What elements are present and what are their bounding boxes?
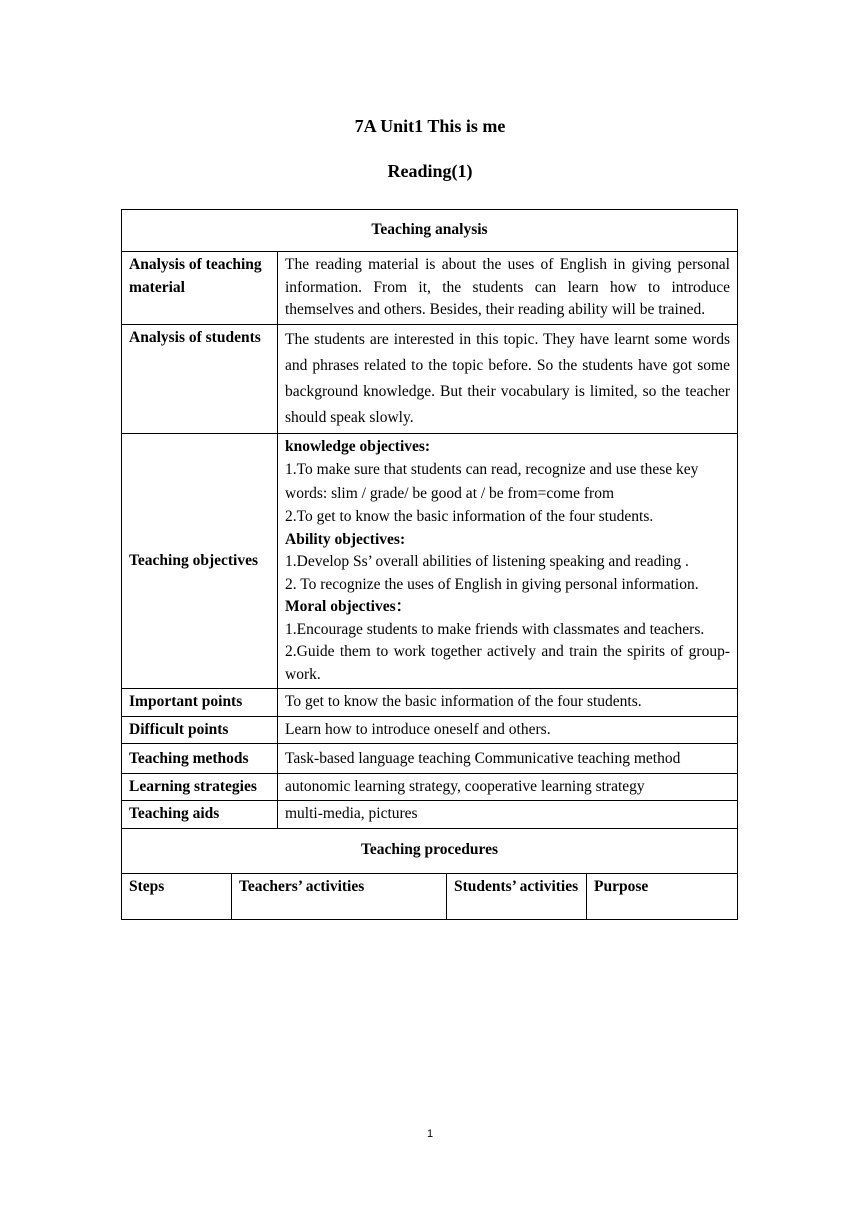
- ability-objective-1: 1.Develop Ss’ overall abilities of listening speaking and reading .: [285, 553, 689, 570]
- students-label: Analysis of students: [122, 324, 278, 433]
- col-students-activities: Students’ activities: [447, 873, 587, 919]
- important-label: Important points: [122, 689, 278, 717]
- objectives-cell: [278, 433, 738, 689]
- moral-objectives-heading: Moral objectives：: [285, 598, 412, 615]
- ability-objectives-heading: Ability objectives:: [285, 530, 406, 548]
- knowledge-objective-2: 2.To get to know the basic information of the four students.: [285, 508, 654, 525]
- table-row: [122, 433, 738, 689]
- teaching-procedures-heading: Teaching procedures: [122, 828, 738, 873]
- moral-objective-1: 1.Encourage students to make friends with classmates and teachers.: [285, 620, 705, 638]
- col-steps: Steps: [122, 873, 232, 919]
- document-title: 7A Unit1 This is me: [354, 116, 506, 136]
- ability-objective-2: 2. To recognize the uses of English in giving personal information.: [285, 575, 699, 593]
- procedures-heading-row: [122, 828, 738, 873]
- objectives-label: Teaching objectives: [122, 433, 278, 689]
- methods-text: Task-based language teaching Communicative teaching method: [278, 744, 738, 774]
- difficult-label: Difficult points: [122, 716, 278, 744]
- teaching-analysis-table: [121, 209, 738, 874]
- teaching-analysis-heading: Teaching analysis: [122, 210, 738, 252]
- difficult-text: Learn how to introduce oneself and others.: [278, 716, 738, 744]
- table-row: [122, 773, 738, 801]
- page-number: 1: [426, 1128, 434, 1140]
- material-text: The reading material is about the uses of English in giving personal information. From it, the students can learn how to introduce themselves and others. Besides, their reading ability will be trained.: [278, 252, 738, 325]
- col-teachers-activities: Teachers’ activities: [232, 873, 447, 919]
- strategies-text: autonomic learning strategy, cooperative learning strategy: [278, 773, 738, 801]
- aids-label: Teaching aids: [122, 801, 278, 829]
- table-row: [122, 716, 738, 744]
- methods-label: Teaching methods: [122, 744, 278, 774]
- important-text: To get to know the basic information of the four students.: [278, 689, 738, 717]
- analysis-heading-row: [122, 210, 738, 252]
- document-subtitle: Reading(1): [387, 161, 473, 181]
- table-row: [122, 324, 738, 433]
- table-row: [122, 801, 738, 829]
- table-row: [122, 689, 738, 717]
- col-purpose: Purpose: [587, 873, 738, 919]
- aids-text: multi-media, pictures: [278, 801, 738, 829]
- teaching-procedures-table: [121, 873, 738, 920]
- procedures-header-row: [122, 873, 738, 919]
- strategies-label: Learning strategies: [122, 773, 278, 801]
- table-row: [122, 744, 738, 774]
- students-text: The students are interested in this topic. They have learnt some words and phrases related to the topic before. So the students have got some background knowledge. But their vocabulary is limited, so the teacher should speak slowly.: [278, 324, 738, 433]
- table-row: [122, 252, 738, 325]
- moral-objective-2: 2.Guide them to work together actively and train the spirits of group-work.: [285, 643, 730, 683]
- material-label: Analysis of teaching material: [122, 252, 278, 325]
- knowledge-objective-1: 1.To make sure that students can read, recognize and use these key words: slim / grade/ be good at / be from=come from: [285, 461, 699, 502]
- knowledge-objectives-heading: knowledge objectives:: [285, 437, 431, 455]
